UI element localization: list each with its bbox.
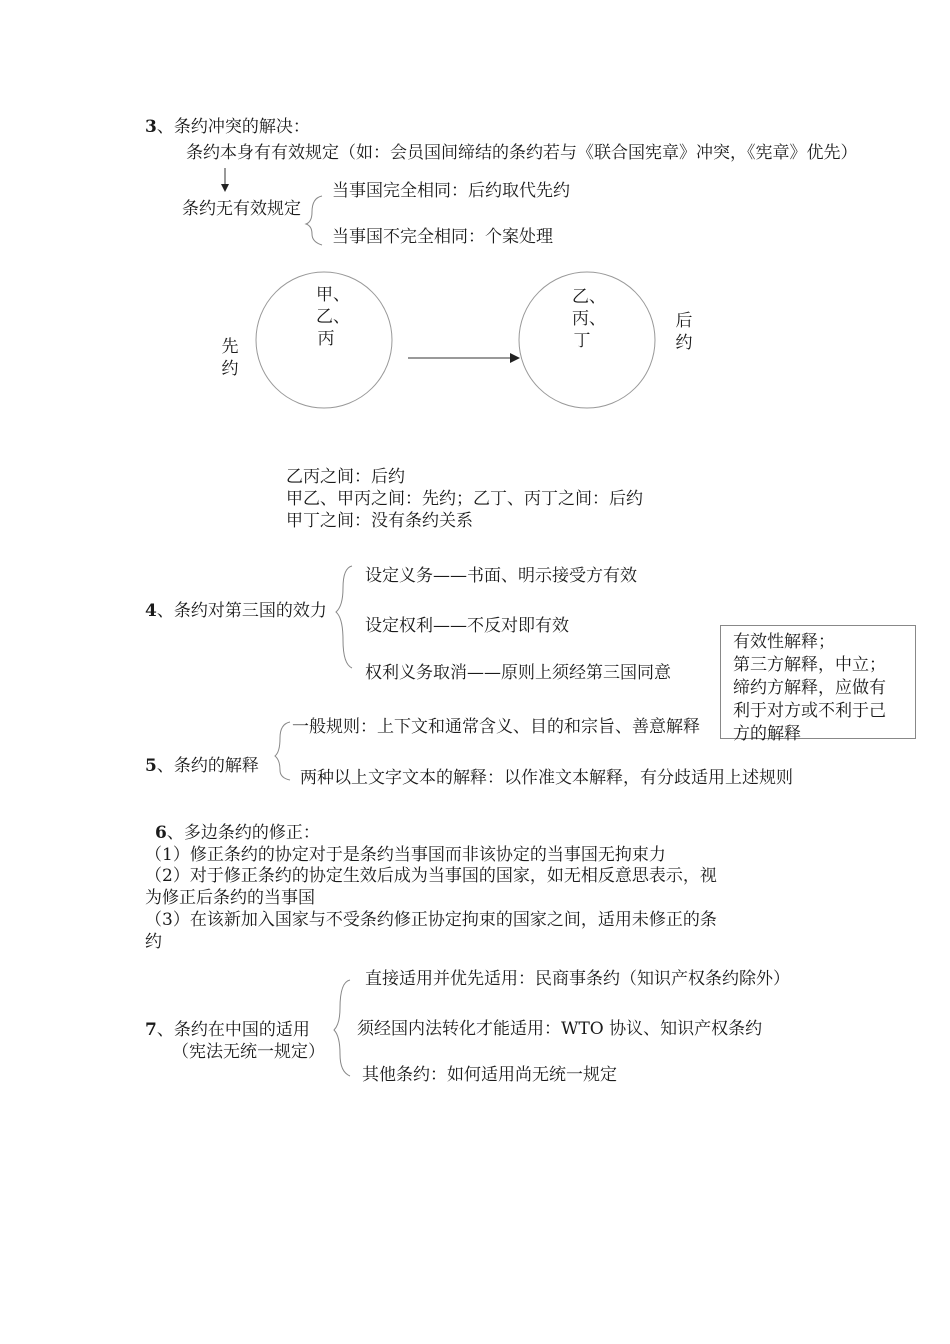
s6-point-1: （1）修正条约的协定对于是条约当事国而非该协定的当事国无拘束力	[145, 845, 666, 865]
s5-heading-number: 5	[145, 756, 157, 776]
note-line-3: 缔约方解释，应做有	[733, 678, 886, 698]
s3-result-3: 甲丁之间：没有条约关系	[286, 511, 473, 531]
s3-result-2: 甲乙、甲丙之间：先约；乙丁、丙丁之间：后约	[286, 489, 643, 509]
s6-point-2a: （2）对于修正条约的协定生效后成为当事国的国家，如无相反意思表示，视	[145, 866, 717, 886]
s3-heading-number: 3	[145, 117, 157, 137]
s5-multilingual-rule: 两种以上文字文本的解释：以作准文本解释，有分歧适用上述规则	[300, 768, 793, 788]
right-circle-parties: 乙、丙、丁	[572, 287, 606, 351]
arrow-head	[510, 353, 520, 363]
down-arrow-head	[221, 184, 229, 192]
left-circle-parties: 甲、乙、丙	[316, 285, 350, 349]
s6-heading-number: 6	[155, 823, 167, 843]
note-line-5: 方的解释	[733, 724, 801, 744]
label-earlier-treaty: 先约	[221, 337, 239, 379]
brace-s5	[275, 722, 290, 780]
s4-heading	[145, 600, 327, 622]
s6-heading	[155, 822, 320, 844]
s7-heading	[145, 1019, 310, 1041]
note-line-4: 利于对方或不利于己	[733, 701, 886, 721]
s6-point-3b: 约	[145, 932, 162, 952]
s4-branch-cancel: 权利义务取消——原则上须经第三国同意	[365, 663, 671, 683]
s3-no-valid-rule: 条约无有效规定	[182, 199, 301, 219]
interpretation-note-box	[720, 625, 916, 744]
s3-different-parties: 当事国不完全相同：个案处理	[332, 227, 553, 247]
s4-branch-obligation: 设定义务——书面、明示接受方有效	[365, 566, 637, 586]
brace-s3	[306, 196, 322, 245]
s3-heading	[145, 116, 310, 138]
s7-heading-text: 、条约在中国的适用	[156, 1020, 310, 1040]
label-later-treaty: 后约	[675, 311, 693, 353]
s6-heading-text: 、多边条约的修正：	[166, 823, 320, 843]
note-line-1: 有效性解释；	[733, 632, 835, 652]
brace-s7	[334, 980, 350, 1076]
s5-heading-text: 、条约的解释	[156, 756, 259, 776]
s5-general-rule: 一般规则：上下文和通常含义、目的和宗旨、善意解释	[292, 717, 700, 737]
s6-point-3a: （3）在该新加入国家与不受条约修正协定拘束的国家之间，适用未修正的条	[145, 910, 717, 930]
s3-heading-text: 、条约冲突的解决：	[156, 117, 310, 137]
s4-branch-right: 设定权利——不反对即有效	[365, 616, 569, 636]
s3-valid-rule-line: 条约本身有有效规定（如：会员国间缔结的条约若与《联合国宪章》冲突，《宪章》优先）	[186, 143, 858, 163]
s3-result-1: 乙丙之间：后约	[286, 467, 405, 487]
s7-subheading: （宪法无统一规定）	[172, 1042, 325, 1062]
s6-point-2b: 为修正后条约的当事国	[145, 888, 315, 908]
s4-heading-number: 4	[145, 601, 157, 621]
brace-s4	[336, 566, 352, 668]
s7-branch-transform: 须经国内法转化才能适用：WTO 协议、知识产权条约	[357, 1019, 763, 1039]
s7-branch-direct: 直接适用并优先适用：民商事条约（知识产权条约除外）	[365, 969, 790, 989]
s3-same-parties: 当事国完全相同：后约取代先约	[332, 181, 570, 201]
s4-heading-text: 、条约对第三国的效力	[156, 601, 327, 621]
note-line-2: 第三方解释，中立；	[733, 655, 886, 675]
s7-branch-other: 其他条约：如何适用尚无统一规定	[362, 1065, 617, 1085]
s5-heading	[145, 755, 259, 777]
s7-heading-number: 7	[145, 1020, 157, 1040]
